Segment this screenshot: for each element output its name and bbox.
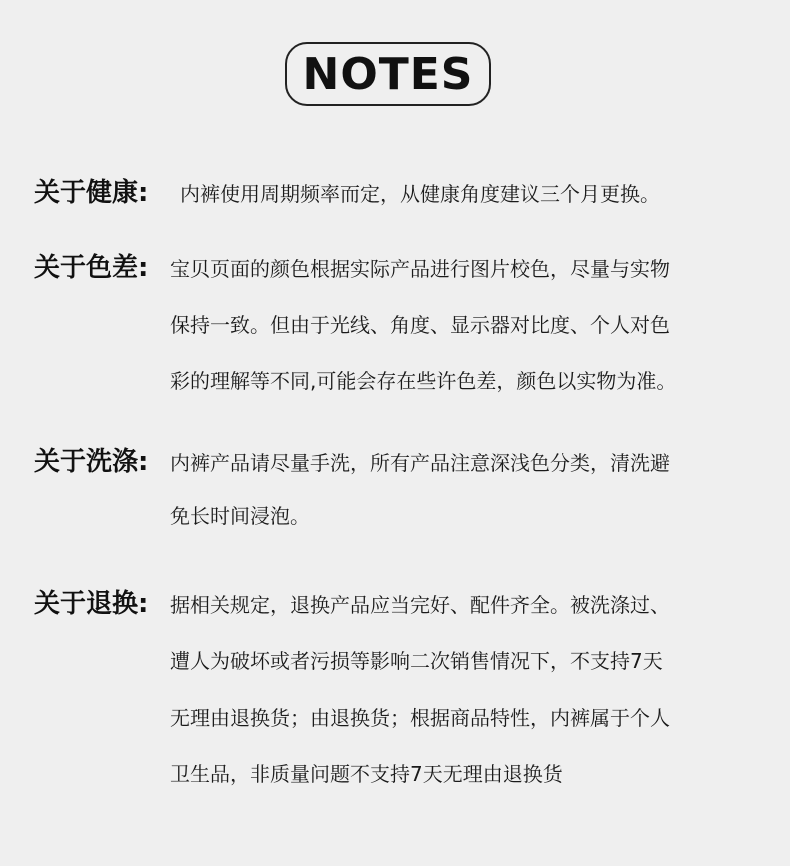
section-returns-line-4: 卫生品，非质量问题不支持7天无理由退换货 [170,762,563,786]
notes-title-frame [285,42,491,106]
section-returns-line-2: 遭人为破坏或者污损等影响二次销售情况下，不支持7天 [170,649,663,673]
section-label-health: 关于健康: [34,178,149,208]
notes-title: NOTES [302,48,474,100]
section-washing-line-2: 免长时间浸泡。 [170,504,310,528]
section-color-line-3: 彩的理解等不同,可能会存在些许色差，颜色以实物为准。 [170,369,677,393]
section-returns-line-1: 据相关规定，退换产品应当完好、配件齐全。被洗涤过、 [170,593,670,617]
section-health-line-1: 内裤使用周期频率而定，从健康角度建议三个月更换。 [180,182,660,206]
section-label-returns: 关于退换: [34,589,149,619]
section-washing-line-1: 内裤产品请尽量手洗，所有产品注意深浅色分类，清洗避 [170,451,670,475]
section-label-washing: 关于洗涤: [34,447,149,477]
section-color-line-2: 保持一致。但由于光线、角度、显示器对比度、个人对色 [170,313,670,337]
section-label-color: 关于色差: [34,253,149,283]
section-returns-line-3: 无理由退换货；由退换货；根据商品特性，内裤属于个人 [170,706,670,730]
section-color-line-1: 宝贝页面的颜色根据实际产品进行图片校色，尽量与实物 [170,257,670,281]
